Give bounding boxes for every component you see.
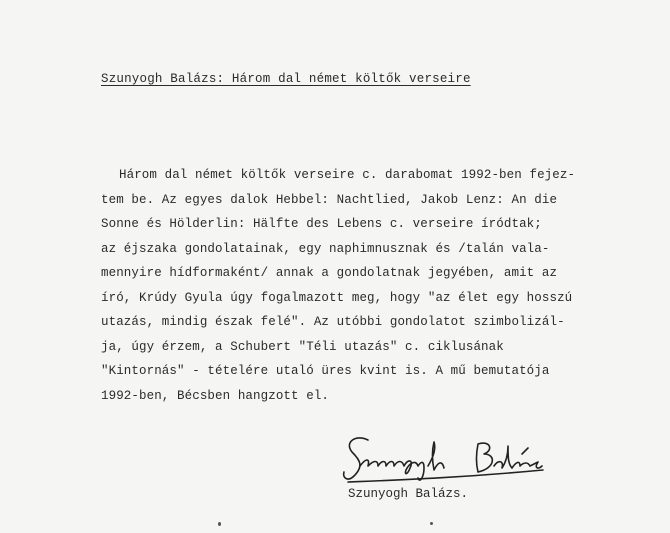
paragraph-line: tem be. Az egyes dalok Hebbel: Nachtlied, Jakob Lenz: An die bbox=[101, 192, 558, 207]
handwritten-signature bbox=[338, 432, 568, 492]
paragraph-line: Sonne és Hölderlin: Hälfte des Lebens c. verseire íródtak; bbox=[101, 217, 542, 231]
paragraph-line: ja, úgy érzem, a Schubert "Téli utazás" c. ciklusának bbox=[101, 339, 504, 354]
paragraph-line: mennyire hídformaként/ annak a gondolatnak jegyében, amit az bbox=[101, 266, 558, 280]
scan-speck bbox=[430, 522, 433, 525]
document-body bbox=[101, 163, 621, 408]
paragraph-line: az éjszaka gondolatainak, egy naphimnusznak és /talán vala- bbox=[101, 241, 550, 256]
paragraph-line: utazás, mindig észak felé". Az utóbbi gondolatot szimbolizál- bbox=[101, 315, 565, 329]
scan-speck bbox=[218, 522, 221, 526]
document-title: Szunyogh Balázs: Három dal német költők verseire bbox=[101, 72, 471, 86]
paragraph-line: Három dal német költők verseire c. darabomat 1992-ben fejez- bbox=[119, 168, 576, 182]
paragraph-line: író, Krúdy Gyula úgy fogalmazott meg, hogy "az élet egy hosszú bbox=[101, 290, 573, 305]
paragraph-line: "Kintornás" - tételére utaló üres kvint is. A mű bemutatója bbox=[101, 364, 550, 378]
signature-typed-name: Szunyogh Balázs. bbox=[348, 487, 469, 501]
paragraph-line: 1992-ben, Bécsben hangzott el. bbox=[101, 388, 330, 403]
